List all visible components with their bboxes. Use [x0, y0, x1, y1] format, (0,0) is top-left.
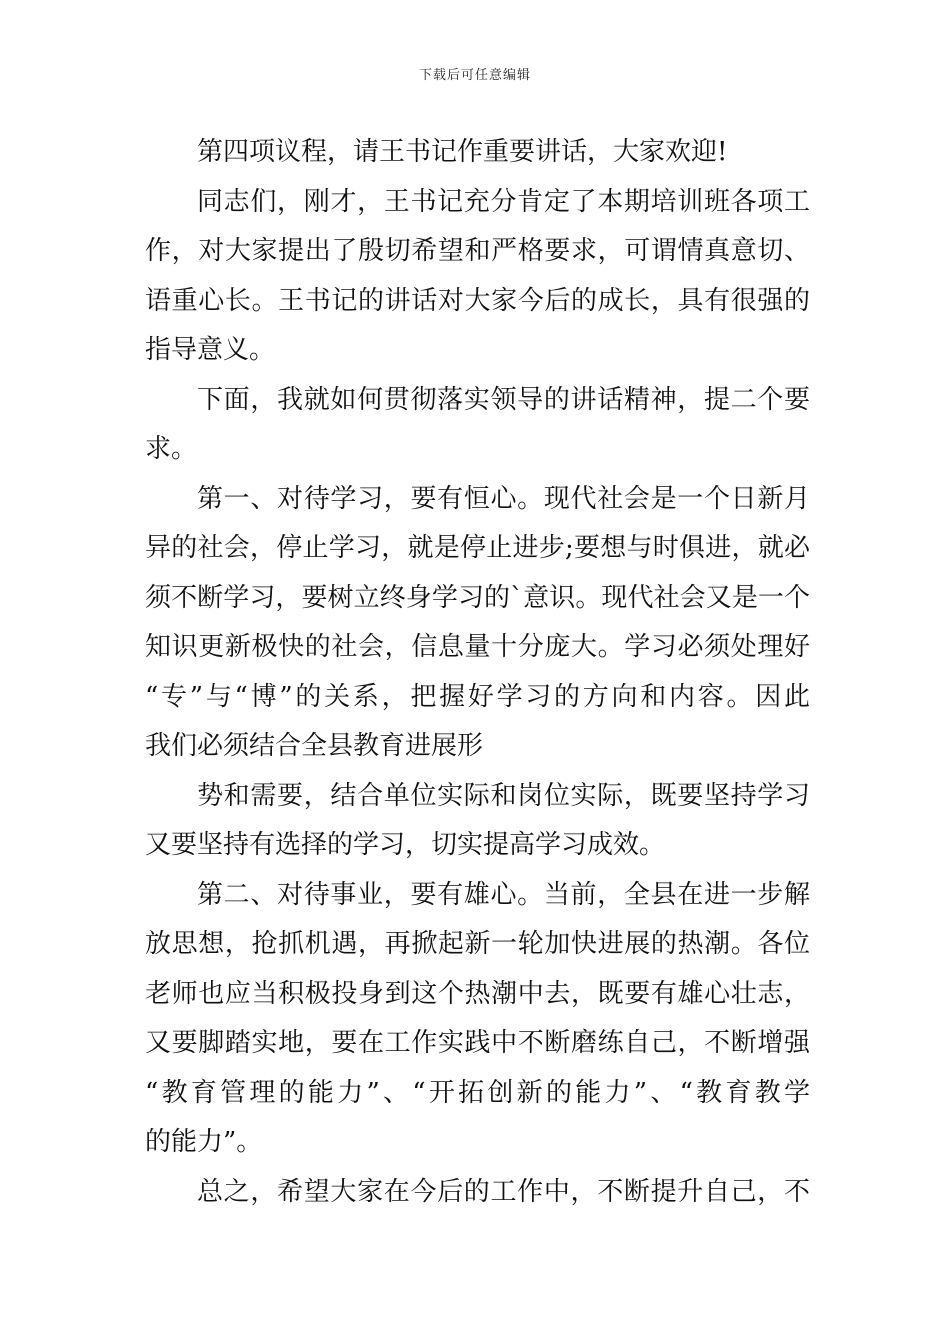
- text-line: 又要脚踏实地，要在工作实践中不断磨练自己，不断增强: [145, 1028, 810, 1058]
- text-line: 异的社会，停止学习，就是停止进步;要想与时俱进，就必: [145, 533, 810, 563]
- text-line: 放思想，抢抓机遇，再掀起新一轮加快进展的热潮。各位: [145, 929, 810, 959]
- text-line: 的能力”。: [145, 1127, 263, 1157]
- text-line: 同志们，刚才，王书记充分肯定了本期培训班各项工: [197, 186, 810, 217]
- text-line: 求。: [145, 434, 198, 464]
- text-line: 第四项议程，请王书记作重要讲话，大家欢迎!: [197, 137, 728, 167]
- text-line: 作，对大家提出了殷切希望和严格要求，可谓情真意切、: [145, 236, 810, 266]
- text-line: “专”与“博”的关系，把握好学习的方向和内容。因此: [145, 681, 810, 712]
- text-line: 第一、对待学习，要有恒心。现代社会是一个日新月: [197, 483, 810, 514]
- page-header: 下载后可任意编辑: [418, 68, 531, 83]
- text-line: 总之，希望大家在今后的工作中，不断提升自己，不: [197, 1176, 810, 1207]
- text-line: 语重心长。王书记的讲话对大家今后的成长，具有很强的: [145, 285, 810, 316]
- text-line: 我们必须结合全县教育进展形: [145, 731, 484, 761]
- text-line: 第二、对待事业，要有雄心。当前，全县在进一步解: [197, 879, 810, 910]
- text-line: “教育管理的能力”、“开拓创新的能力”、“教育教学: [145, 1077, 810, 1108]
- text-line: 须不断学习，要树立终身学习的`意识。现代社会又是一个: [145, 582, 810, 613]
- text-line: 指导意义。: [145, 335, 276, 365]
- text-line: 势和需要，结合单位实际和岗位实际，既要坚持学习: [197, 780, 810, 811]
- text-line: 下面，我就如何贯彻落实领导的讲话精神，提二个要: [197, 384, 810, 415]
- text-line: 知识更新极快的社会，信息量十分庞大。学习必须处理好: [145, 632, 810, 662]
- text-line: 又要坚持有选择的学习，切实提高学习成效。: [145, 830, 666, 860]
- text-line: 老师也应当积极投身到这个热潮中去，既要有雄心壮志，: [145, 978, 810, 1009]
- document-body: [145, 128, 810, 1217]
